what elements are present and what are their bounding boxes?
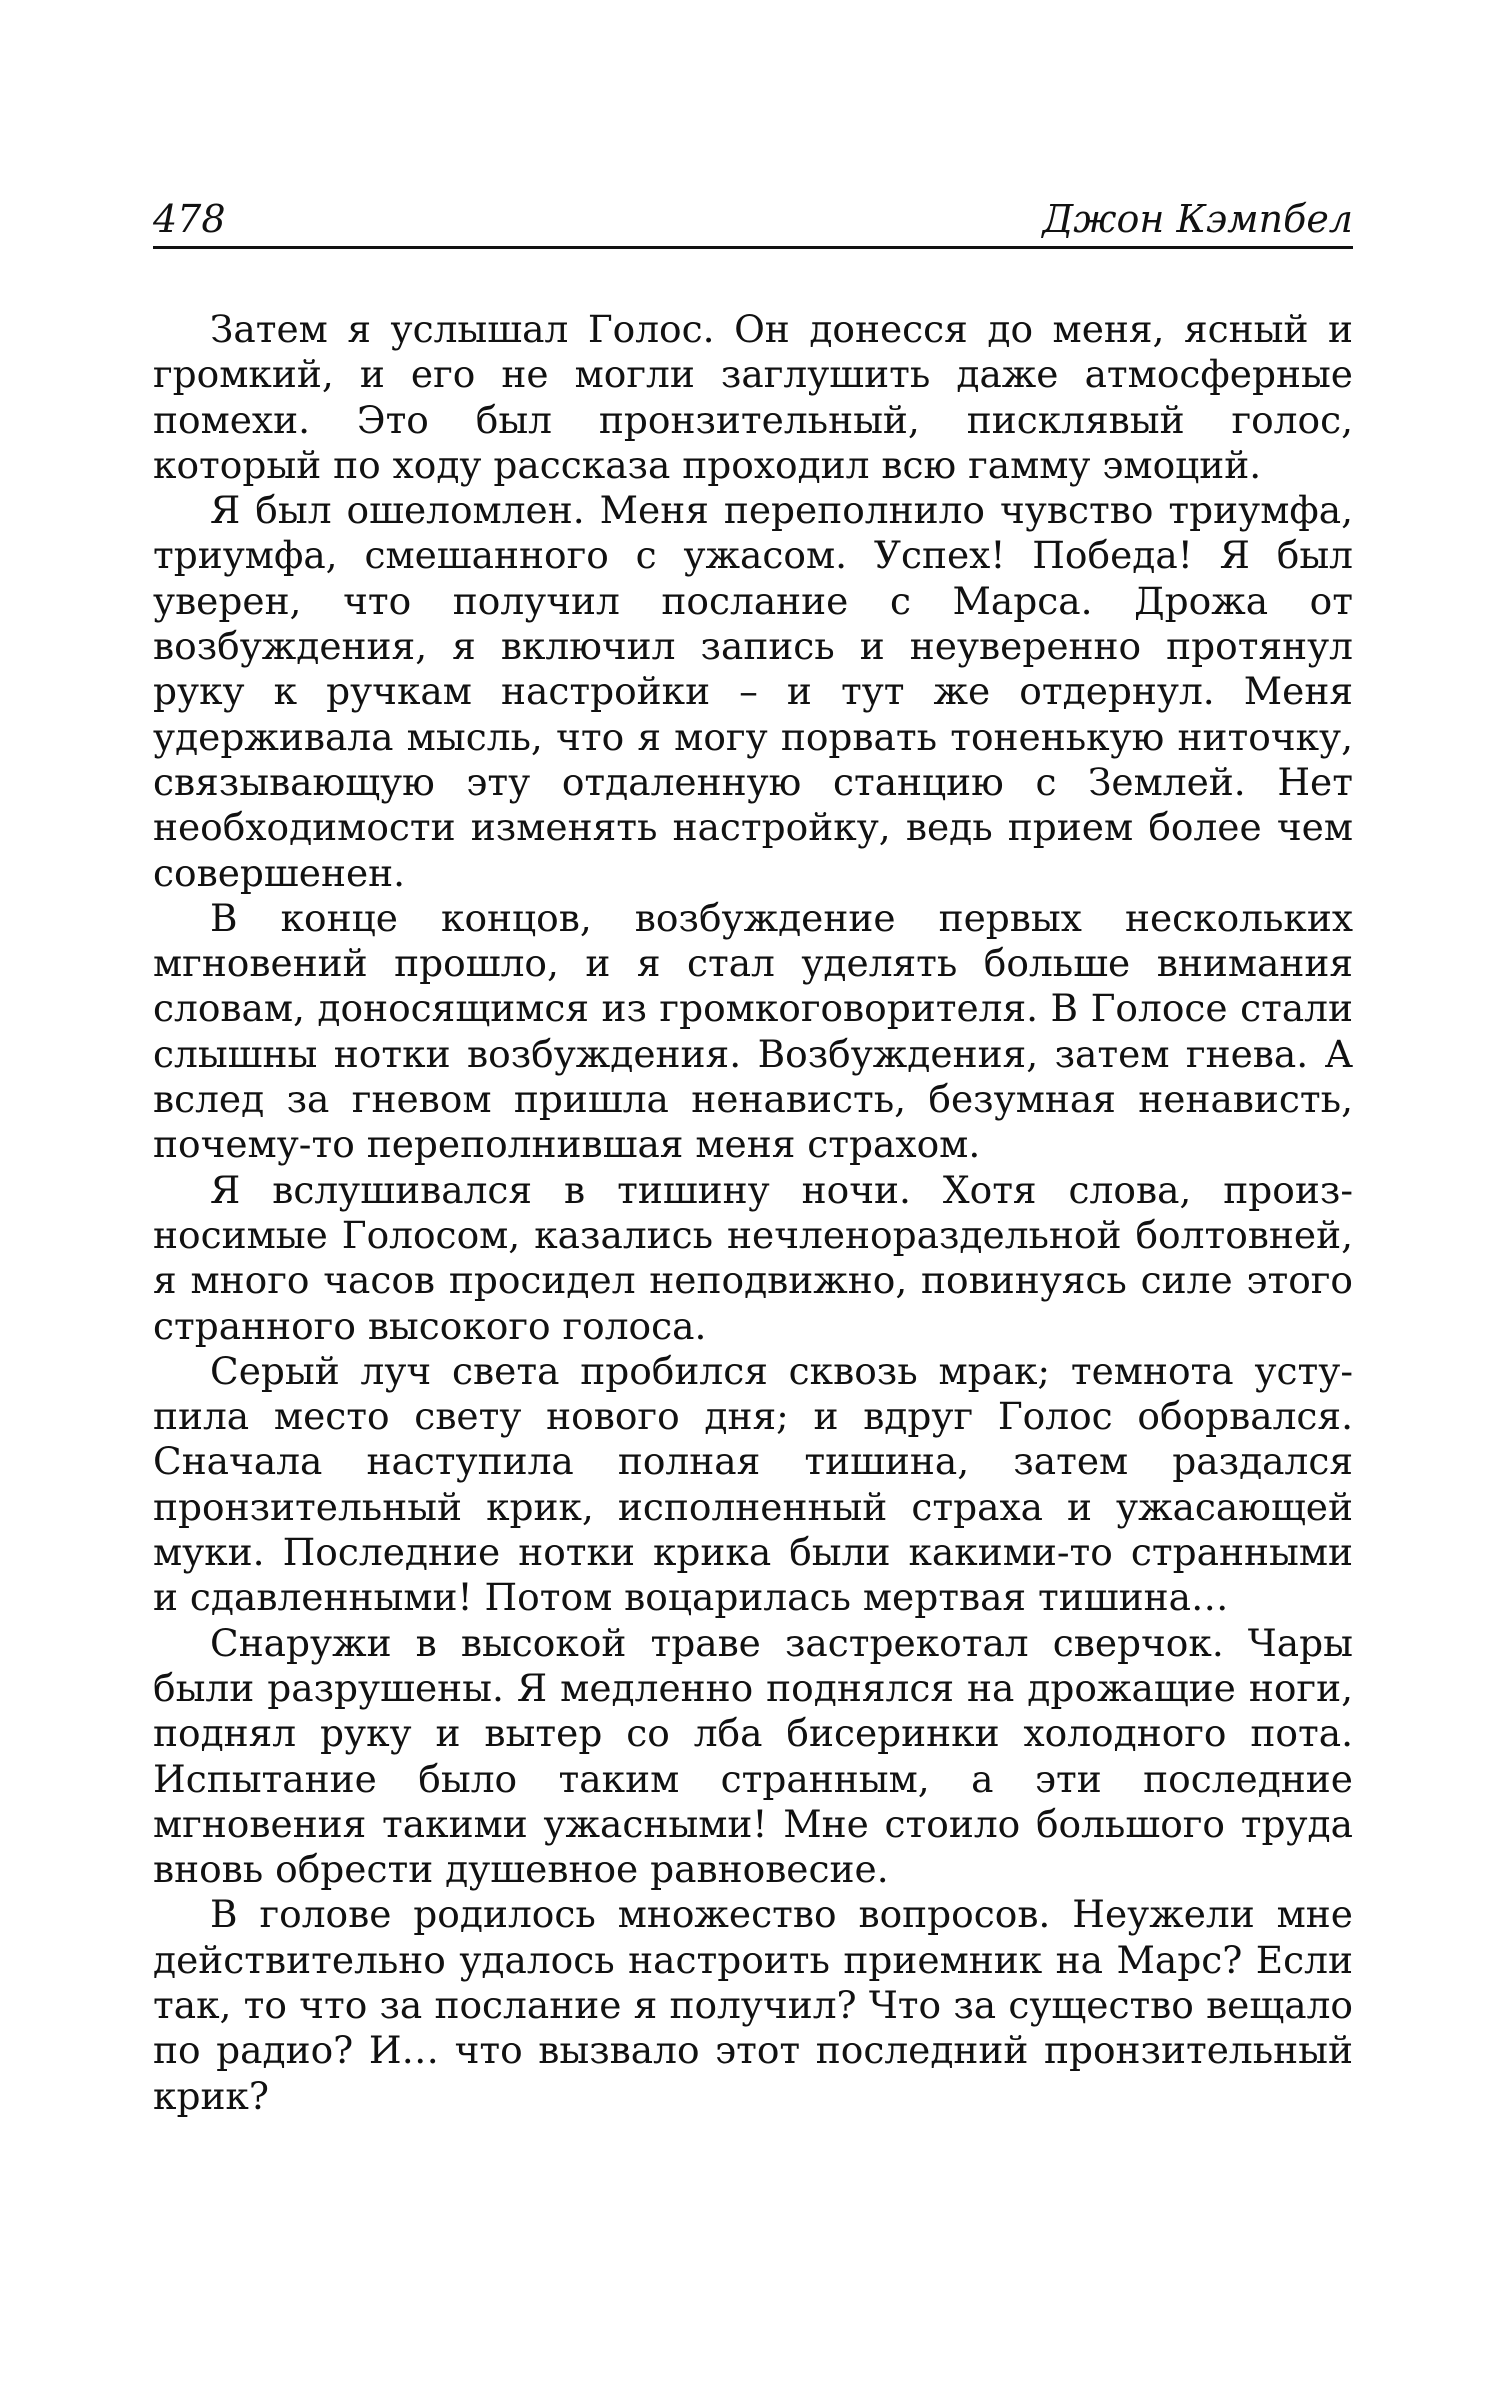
paragraph: Серый луч света пробился сквозь мрак; темнота уступила место свету нового дня; и вдруг Голос оборвался. Сначала наступила полная тишина, затем раздался пронзительный крик, исполненный страха и ужасающей муки. Последние нотки крика были какими-то странными и сдавленными! Потом воцарилась мертвая тишина… xyxy=(153,1348,1353,1620)
paragraph: В голове родилось множество вопросов. Неужели мне действительно удалось настроить приемник на Марс? Если так, то что за послание я получил? Что за существо вещало по радио? И… что вызвало этот последний пронзительный крик? xyxy=(153,1892,1353,2118)
body-text xyxy=(153,307,1353,2119)
paragraph: Затем я услышал Голос. Он донесся до меня, ясный и громкий, и его не могли заглушить даже атмосферные помехи. Это был пронзительный, писклявый голос, который по ходу рассказа проходил всю гамму эмоций. xyxy=(153,307,1353,487)
book-page xyxy=(153,196,1353,2119)
paragraph: Снаружи в высокой траве застрекотал сверчок. Чары были разрушены. Я медленно поднялся на дрожащие ноги, поднял руку и вытер со лба бисеринки холодного пота. Испытание было таким странным, а эти последние мгновения такими ужасными! Мне стоило большого труда вновь обрести душевное равновесие. xyxy=(153,1620,1353,1892)
paragraph: Я вслушивался в тишину ночи. Хотя слова, произносимые Голосом, казались нечленораздельной болтовней, я много часов просидел неподвижно, повинуясь силе этого странного высокого голоса. xyxy=(153,1167,1353,1348)
running-header-author: Джон Кэмпбел xyxy=(1042,197,1353,241)
paragraph: Я был ошеломлен. Меня переполнило чувство триумфа, триумфа, смешанного с ужасом. Успех! Победа! Я был уверен, что получил послание с Марса. Дрожа от возбуждения, я включил запись и неуверенно протянул руку к ручкам настройки – и тут же отдернул. Меня удерживала мысль, что я могу порвать тоненькую ниточку, связывающую эту отдаленную станцию с Землей. Нет необходимости изменять настройку, ведь прием более чем совершенен. xyxy=(153,488,1353,895)
page-number: 478 xyxy=(153,197,226,241)
paragraph: В конце концов, возбуждение первых нескольких мгновений прошло, и я стал уделять больше внимания словам, доносящимся из громкоговорителя. В Голосе стали слышны нотки возбуждения. Возбуждения, затем гнева. А вслед за гневом пришла ненависть, безумная ненависть, почему-то переполнившая меня страхом. xyxy=(153,895,1353,1167)
running-header xyxy=(153,196,1353,249)
